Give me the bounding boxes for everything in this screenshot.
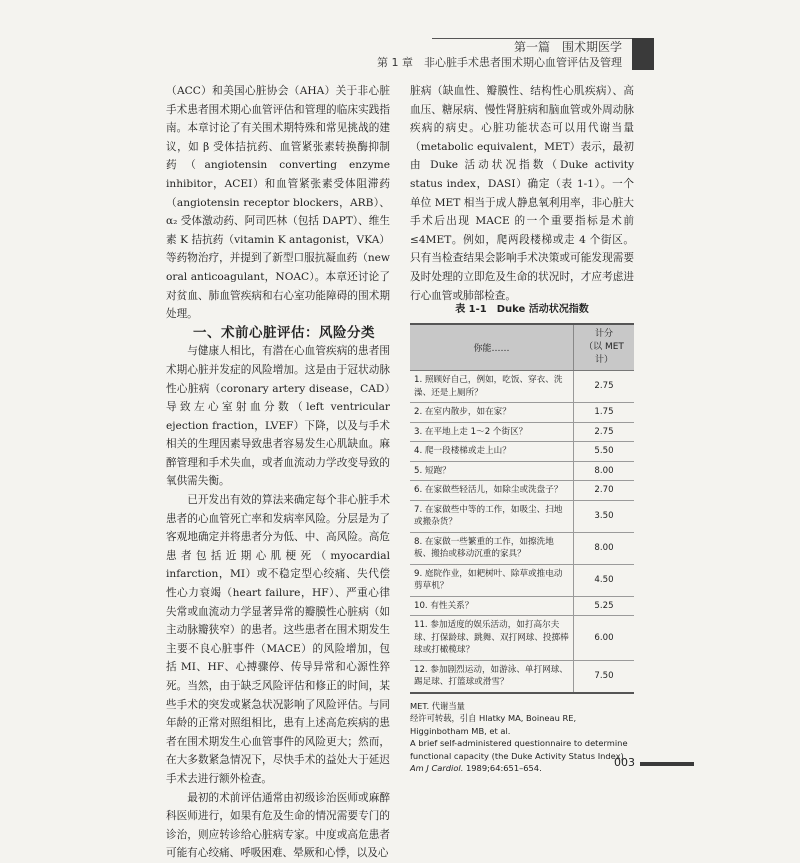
score-cell: 6.00: [574, 616, 635, 661]
score-header-line2: （以 MET 计）: [584, 342, 624, 365]
body-paragraph: 脏病（缺血性、瓣膜性、结构性心肌疾病）、高血压、糖尿病、慢性肾脏病和脑血管或外周动脉疾病的病史。心脏功能状态可以用代谢当量（metabolic equivalent，MET）表示，最初由 Duke 活动状况指数（Duke activity status index，DASI）确定（表 1-1）。一个单位 MET 相当于成人静息氧利用率，非心脏大手术后出现 MACE 的一个重要指标是术前≤4MET。例如，爬两段楼梯或走 4 个街区。只有当检查结果会影响手术决策或可能发现需要及时处理的立即危及生命的状况时，才应考虑进行心血管或肺部检查。: [410, 85, 634, 302]
activity-cell: 2. 在室内散步，如在家？: [410, 403, 574, 423]
body-paragraph: 与健康人相比，有潜在心血管疾病的患者围术期心脏并发症的风险增加。这是由于冠状动脉性心脏病（coronary artery disease，CAD）导致左心室射血分数（left ventricular ejection fraction，LVEF）下降，以及与手术相关的生理因素导致患者容易发生心肌缺血。麻醉管理和手术失血，或者血流动力学改变导致的氧供需失衡。: [166, 345, 390, 488]
column-header-score: [574, 324, 635, 371]
activity-cell: 5. 短跑？: [410, 461, 574, 481]
activity-cell: 9. 庭院作业，如耙树叶、除草或推电动剪草机？: [410, 564, 574, 596]
body-paragraph: 已开发出有效的算法来确定每个非心脏手术患者的心血管死亡率和发病率风险。分层是为了客观地确定并将患者分为低、中、高风险。高危患者包括近期心肌梗死（myocardial infarction，MI）或不稳定型心绞痛、失代偿性心力衰竭（heart failure，HF）、严重心律失常或血流动力学显著异常的瓣膜性心脏病（如主动脉瓣狭窄）的患者。这些患者在围术期发生主要不良心脏事件（MACE）的风险增加，包括 MI、HF、心搏骤停、传导异常和心源性猝死。当然，由于缺乏风险评估和修正的时间，某些手术的突发或紧急状况影响了风险评估。与同年龄的正常对照组相比，患有上述高危疾病的患者在围术期发生心血管事件的风险更大；然而，在大多数紧急情况下，尽快手术的益处大于延迟手术去进行额外检查。: [166, 494, 390, 785]
table-row: [410, 481, 634, 501]
note-tail: 1989;64:651–654.: [466, 763, 542, 773]
table-row: [410, 442, 634, 462]
note-source: 经许可转载，引自 Hlatky MA, Boineau RE, Higginbotham MB, et al.: [410, 713, 577, 736]
table-row: [410, 596, 634, 616]
table-row: [410, 403, 634, 423]
note-title: A brief self-administered questionnaire to determine functional capacity (the Duke Activity Status Index).: [410, 738, 628, 761]
right-column: [410, 82, 634, 305]
left-column: [166, 82, 390, 863]
activity-cell: 4. 爬一段楼梯或走上山？: [410, 442, 574, 462]
section-title: 一、术前心脏评估：风险分类: [193, 324, 375, 341]
activity-cell: 6. 在家做些轻活儿，如除尘或洗盘子？: [410, 481, 574, 501]
table-row: [410, 371, 634, 403]
score-header-line1: 计分: [594, 329, 613, 339]
table-row: [410, 660, 634, 693]
activity-cell: 8. 在家做一些繁重的工作，如擦洗地板、搬抬或移动沉重的家具？: [410, 532, 574, 564]
table-row: [410, 422, 634, 442]
table-row: [410, 564, 634, 596]
page-number: 003: [614, 756, 635, 769]
activity-cell: 11. 参加适度的娱乐活动，如打高尔夫球、打保龄球、跳舞、双打网球、投掷棒球或打橄榄球？: [410, 616, 574, 661]
header-part: 第一篇 围术期医学: [513, 40, 622, 54]
activity-cell: 1. 照顾好自己，例如，吃饭、穿衣、洗澡、还是上厕所？: [410, 371, 574, 403]
footer-bar: [640, 762, 694, 766]
table-row: [410, 500, 634, 532]
score-cell: 5.50: [574, 442, 635, 462]
table-header-row: [410, 324, 634, 371]
score-cell: 5.25: [574, 596, 635, 616]
body-paragraph: 最初的术前评估通常由初级诊治医师或麻醉科医师进行，如果有危及生命的情况需要专门的诊治，则应转诊给心脏病专家。中度或高危患者可能有心绞痛、呼吸困难、晕厥和心悸，以及心: [166, 791, 390, 860]
score-cell: 8.00: [574, 532, 635, 564]
header-chapter: 第 1 章 非心脏手术患者围术期心血管评估及管理: [377, 56, 622, 69]
duke-activity-table: [410, 323, 634, 694]
score-cell: 4.50: [574, 564, 635, 596]
activity-cell: 10. 有性关系？: [410, 596, 574, 616]
note-journal: Am J Cardiol.: [410, 763, 464, 773]
header-tab-block: [632, 38, 654, 70]
intro-paragraph: （ACC）和美国心脏协会（AHA）关于非心脏手术患者围术期心血管评估和管理的临床实践指南。本章讨论了有关围术期特殊和常见挑战的建议，如 β 受体拮抗药、血管紧张素转换酶抑制药（angiotensin converting enzyme inhibitor，ACEI）和血管紧张素受体阻滞药（angiotensin receptor blockers，ARB）、α₂ 受体激动药、阿司匹林（包括 DAPT）、维生素 K 拮抗药（vitamin K antagonist，VKA）等药物治疗，并提到了新型口服抗凝血药（new oral anticoagulant，NOAC）。本章还讨论了对贫血、肺血管疾病和右心室功能障碍的围术期处理。: [166, 85, 390, 321]
activity-cell: 7. 在家做些中等的工作，如吸尘、扫地或搬杂货？: [410, 500, 574, 532]
duke-table-block: [410, 300, 634, 775]
score-cell: 8.00: [574, 461, 635, 481]
table-row: [410, 461, 634, 481]
score-cell: 7.50: [574, 660, 635, 693]
score-cell: 2.75: [574, 371, 635, 403]
note-citation: [410, 737, 634, 775]
score-cell: 2.75: [574, 422, 635, 442]
score-cell: 2.70: [574, 481, 635, 501]
column-header-activity: 你能……: [410, 324, 574, 371]
table-title: 表 1-1 Duke 活动状况指数: [455, 304, 589, 315]
note-abbreviation: MET. 代谢当量: [410, 700, 465, 711]
score-cell: 1.75: [574, 403, 635, 423]
activity-cell: 12. 参加剧烈运动，如游泳、单打网球、踢足球、打篮球或滑雪？: [410, 660, 574, 693]
table-row: [410, 616, 634, 661]
score-cell: 3.50: [574, 500, 635, 532]
table-notes: [410, 700, 634, 775]
activity-cell: 3. 在平地上走 1～2 个街区？: [410, 422, 574, 442]
table-row: [410, 532, 634, 564]
